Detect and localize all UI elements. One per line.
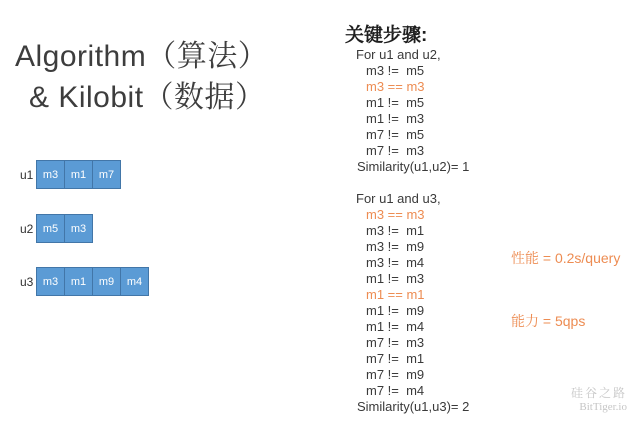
performance-line: 性能 = 0.2s/query [511, 250, 621, 266]
item-cell: m5 [36, 214, 65, 243]
comparison-line: m3 != m1 [366, 223, 425, 238]
comparison-line: m1 != m3 [366, 271, 425, 286]
item-cell: m7 [92, 160, 121, 189]
section-intro: For u1 and u2, [356, 47, 441, 62]
user-label-u1: u1 [20, 167, 34, 182]
spacer [356, 175, 469, 191]
item-cells-u2 [36, 214, 93, 243]
comparison-line: m7 != m5 [366, 127, 425, 142]
title-line-2: & Kilobit（数据） [29, 81, 266, 114]
comparison-line: m7 != m3 [366, 335, 425, 350]
item-cell: m3 [36, 160, 65, 189]
item-cells-u1 [36, 160, 121, 189]
similarity-result: Similarity(u1,u3)= 2 [357, 399, 470, 414]
item-cell: m9 [92, 267, 121, 296]
comparison-line-match: m3 == m3 [366, 207, 425, 222]
comparison-line: m3 != m5 [366, 63, 425, 78]
user-row-u2 [20, 214, 93, 243]
steps-heading: 关键步骤: [345, 25, 428, 46]
item-cells-u3 [36, 267, 149, 296]
comparison-line: m7 != m9 [366, 367, 425, 382]
comparison-line-match: m1 == m1 [366, 287, 425, 302]
comparison-line: m3 != m4 [366, 255, 425, 270]
user-label-u2: u2 [20, 221, 34, 236]
steps-list [356, 47, 469, 415]
comparison-line: m7 != m1 [366, 351, 425, 366]
watermark [571, 386, 627, 414]
comparison-line: m1 != m4 [366, 319, 425, 334]
comparison-line: m1 != m3 [366, 111, 425, 126]
watermark-brand: BitTiger.io [579, 401, 627, 413]
comparison-line-match: m3 == m3 [366, 79, 425, 94]
section-intro: For u1 and u3, [356, 191, 441, 206]
item-cell: m3 [64, 214, 93, 243]
item-cell: m1 [64, 160, 93, 189]
title-line-1: Algorithm（算法） [15, 40, 269, 73]
capacity-line: 能力 = 5qps [511, 313, 586, 329]
comparison-line: m1 != m9 [366, 303, 425, 318]
watermark-cn: 硅谷之路 [570, 386, 627, 400]
user-row-u3 [20, 267, 149, 296]
item-cell: m3 [36, 267, 65, 296]
comparison-line: m7 != m3 [366, 143, 425, 158]
comparison-line: m7 != m4 [366, 383, 425, 398]
comparison-line: m3 != m9 [366, 239, 425, 254]
user-label-u3: u3 [20, 274, 34, 289]
item-cell: m4 [120, 267, 149, 296]
comparison-line: m1 != m5 [366, 95, 425, 110]
slide-title [15, 36, 268, 118]
performance-annotation [511, 206, 620, 374]
user-row-u1 [20, 160, 121, 189]
item-cell: m1 [64, 267, 93, 296]
similarity-result: Similarity(u1,u2)= 1 [357, 159, 470, 174]
